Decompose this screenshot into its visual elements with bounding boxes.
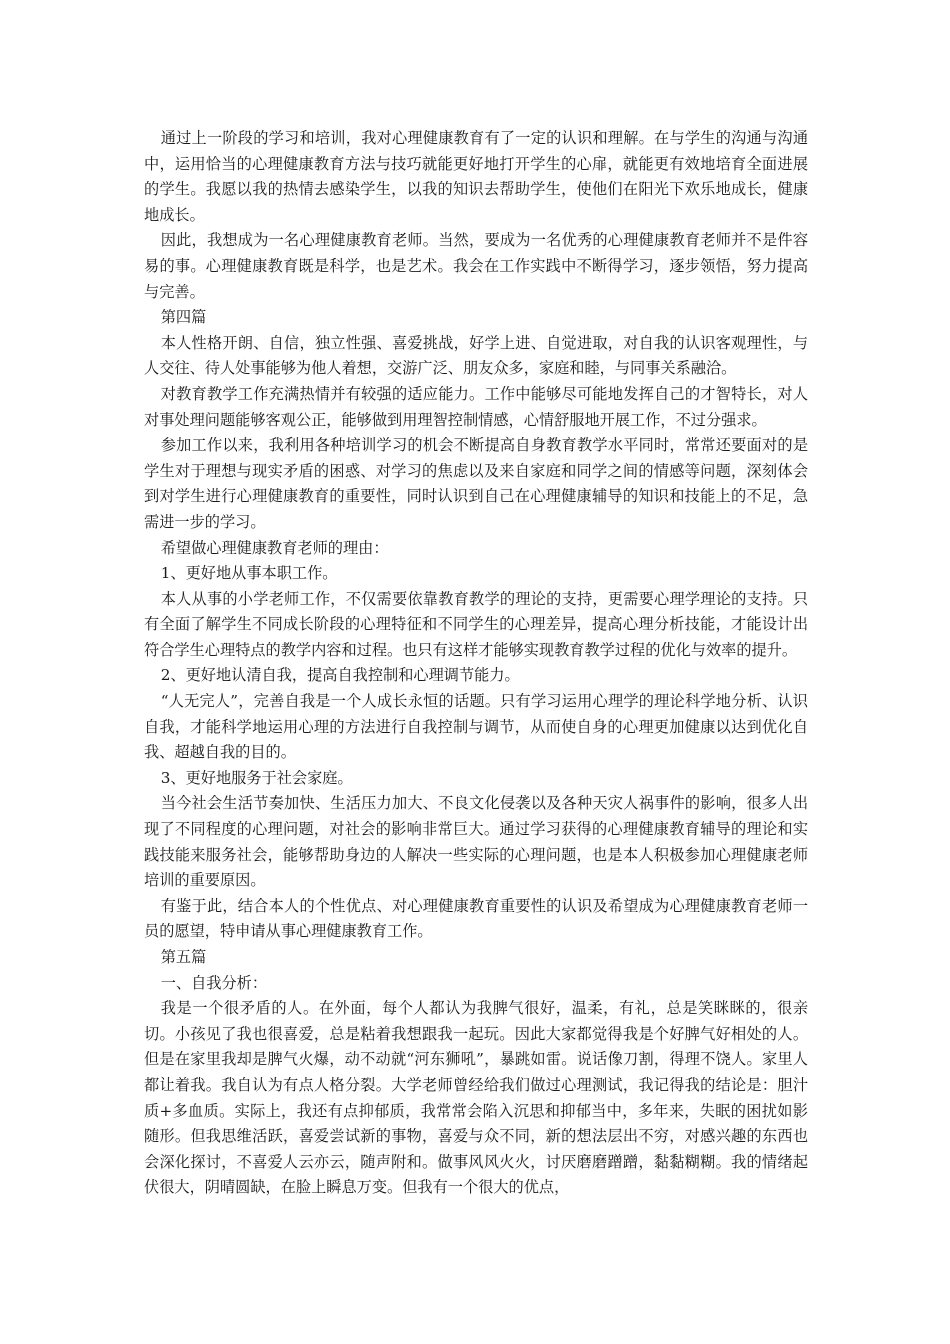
paragraph: 本人性格开朗、自信，独立性强、喜爱挑战，好学上进、自觉进取，对自我的认识客观理性，与人交往、待人处事能够为他人着想，交游广泛、朋友众多，家庭和睦，与同事关系融洽。 bbox=[144, 333, 808, 378]
paragraph: 参加工作以来，我利用各种培训学习的机会不断提高自身教育教学水平同时，常常还要面对的是学生对于理想与现实矛盾的困惑、对学习的焦虑以及来自家庭和同学之间的情感等问题，深刻体会到对学生进行心理健康教育的重要性，同时认识到自己在心理健康辅导的知识和技能上的不足，急需进一步的学习。 bbox=[144, 436, 808, 531]
section-heading: 第四篇 bbox=[160, 308, 207, 327]
list-item: 1、更好地从事本职工作。 bbox=[160, 564, 338, 583]
paragraph: 当今社会生活节奏加快、生活压力加大、不良文化侵袭以及各种天灾人祸事件的影响，很多人出现了不同程度的心理问题，对社会的影响非常巨大。通过学习获得的心理健康教育辅导的理论和实践技能来服务社会，能够帮助身边的人解决一些实际的心理问题，也是本人积极参加心理健康老师培训的重要原因。 bbox=[144, 794, 808, 890]
paragraph: 对教育教学工作充满热情并有较强的适应能力。工作中能够尽可能地发挥自己的才智特长，对人对事处理问题能够客观公正，能够做到用理智控制情感，心情舒服地开展工作，不过分强求。 bbox=[144, 384, 808, 429]
paragraph: 我是一个很矛盾的人。在外面，每个人都认为我脾气很好，温柔，有礼，总是笑眯眯的，很亲切。小孩见了我也很喜爱，总是粘着我想跟我一起玩。因此大家都觉得我是个好脾气好相处的人。但是在家里我却是脾气火爆，动不动就“河东狮吼”，暴跳如雷。说话像刀割，得理不饶人。家里人都让着我。我自认为有点人格分裂。大学老师曾经给我们做过心理测试，我记得我的结论是：胆汁质+多血质。实际上，我还有点抑郁质，我常常会陷入沉思和抑郁当中，多年来，失眠的困扰如影随形。但我思维活跃，喜爱尝试新的事物，喜爱与众不同，新的想法层出不穷，对感兴趣的东西也会深化探讨，不喜爱人云亦云，随声附和。做事风风火火，讨厌磨磨蹭蹭，黏黏糊糊。我的情绪起伏很大，阴晴圆缺，在脸上瞬息万变。但我有一个很大的优点， bbox=[144, 999, 808, 1197]
section-heading: 第五篇 bbox=[160, 948, 207, 966]
list-item: 2、更好地认清自我，提高自我控制和心理调节能力。 bbox=[160, 666, 520, 685]
subsection-heading: 一、自我分析： bbox=[160, 973, 268, 992]
paragraph: “人无完人”，完善自我是一个人成长永恒的话题。只有学习运用心理学的理论科学地分析、认识自我，才能科学地运用心理的方法进行自我控制与调节，从而使自身的心理更加健康以达到优化自我、超越自我的目的。 bbox=[144, 692, 808, 762]
paragraph: 因此，我想成为一名心理健康教育老师。当然，要成为一名优秀的心理健康教育老师并不是件容易的事。心理健康教育既是科学，也是艺术。我会在工作实践中不断得学习，逐步领悟，努力提高与完善。 bbox=[144, 231, 808, 301]
paragraph: 本人从事的小学老师工作，不仅需要依靠教育教学的理论的支持，更需要心理学理论的支持。只有全面了解学生不同成长阶段的心理特征和不同学生的心理差异，提高心理分析技能，才能设计出符合学生心理特点的教学内容和过程。也只有这样才能够实现教育教学过程的优化与效率的提升。 bbox=[144, 589, 808, 659]
list-item: 3、更好地服务于社会家庭。 bbox=[160, 768, 353, 787]
paragraph: 通过上一阶段的学习和培训，我对心理健康教育有了一定的认识和理解。在与学生的沟通与沟通中，运用恰当的心理健康教育方法与技巧就能更好地打开学生的心扉，就能更有效地培育全面进展的学生。我愿以我的热情去感染学生，以我的知识去帮助学生，使他们在阳光下欢乐地成长，健康地成长。 bbox=[144, 129, 808, 224]
document-body bbox=[144, 126, 808, 1201]
paragraph: 希望做心理健康教育老师的理由： bbox=[160, 538, 389, 557]
paragraph: 有鉴于此，结合本人的个性优点、对心理健康教育重要性的认识及希望成为心理健康教育老师一员的愿望，特申请从事心理健康教育工作。 bbox=[144, 896, 808, 941]
